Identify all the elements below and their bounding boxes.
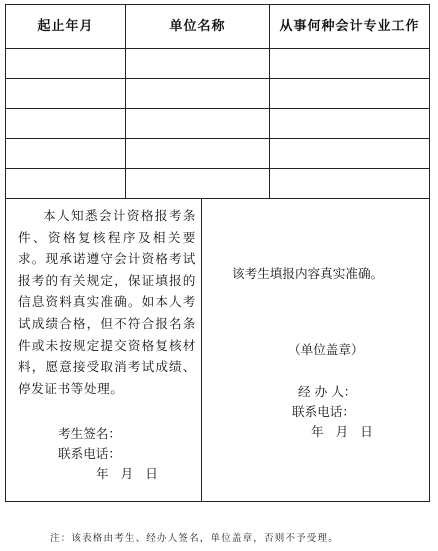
handler-phone-label: 联系电话：	[292, 404, 355, 419]
table-cell-work-4[interactable]	[270, 139, 429, 168]
table-cell-work-2[interactable]	[270, 79, 429, 108]
table-cell-period-4[interactable]	[6, 139, 125, 168]
handler-label: 经 办 人：	[298, 384, 357, 399]
section-divider	[201, 199, 202, 501]
column-header-period: 起止年月	[37, 19, 94, 34]
candidate-date-label: 年 月 日	[96, 466, 158, 481]
declaration-section	[5, 198, 430, 502]
employer-verification-statement: 该考生填报内容真实准确。	[232, 266, 384, 281]
table-cell-work-5[interactable]	[270, 169, 429, 198]
footnote: 注：该表格由考生、经办人签名，单位盖章，否则不予受理。	[50, 533, 339, 544]
work-history-table	[5, 4, 430, 199]
table-cell-employer-3[interactable]	[126, 109, 269, 138]
candidate-signature-label: 考生签名：	[58, 426, 121, 441]
candidate-phone-label: 联系电话：	[58, 446, 121, 461]
column-header-employer: 单位名称	[169, 19, 226, 34]
candidate-pledge-text: 本人知悉会计资格报考条件、资格复核程序及相关要求。现承诺遵守会计资格考试报考的有关规定，保证填报的信息资料真实准确。如本人考试成绩合格，但不符合报名条件或未按规定提交资格复核材料，愿意接受取消考试成绩、停发证书等处理。	[18, 208, 196, 396]
table-cell-period-3[interactable]	[6, 109, 125, 138]
table-cell-employer-5[interactable]	[126, 169, 269, 198]
handler-date-label: 年 月 日	[311, 424, 373, 439]
column-header-accounting-work: 从事何种会计专业工作	[279, 19, 420, 34]
table-cell-period-2[interactable]	[6, 79, 125, 108]
table-cell-period-1[interactable]	[6, 49, 125, 78]
table-cell-employer-2[interactable]	[126, 79, 269, 108]
table-cell-employer-1[interactable]	[126, 49, 269, 78]
employer-seal-label: （单位盖章）	[288, 342, 364, 357]
table-cell-employer-4[interactable]	[126, 139, 269, 168]
table-cell-work-3[interactable]	[270, 109, 429, 138]
table-cell-period-5[interactable]	[6, 169, 125, 198]
table-cell-work-1[interactable]	[270, 49, 429, 78]
